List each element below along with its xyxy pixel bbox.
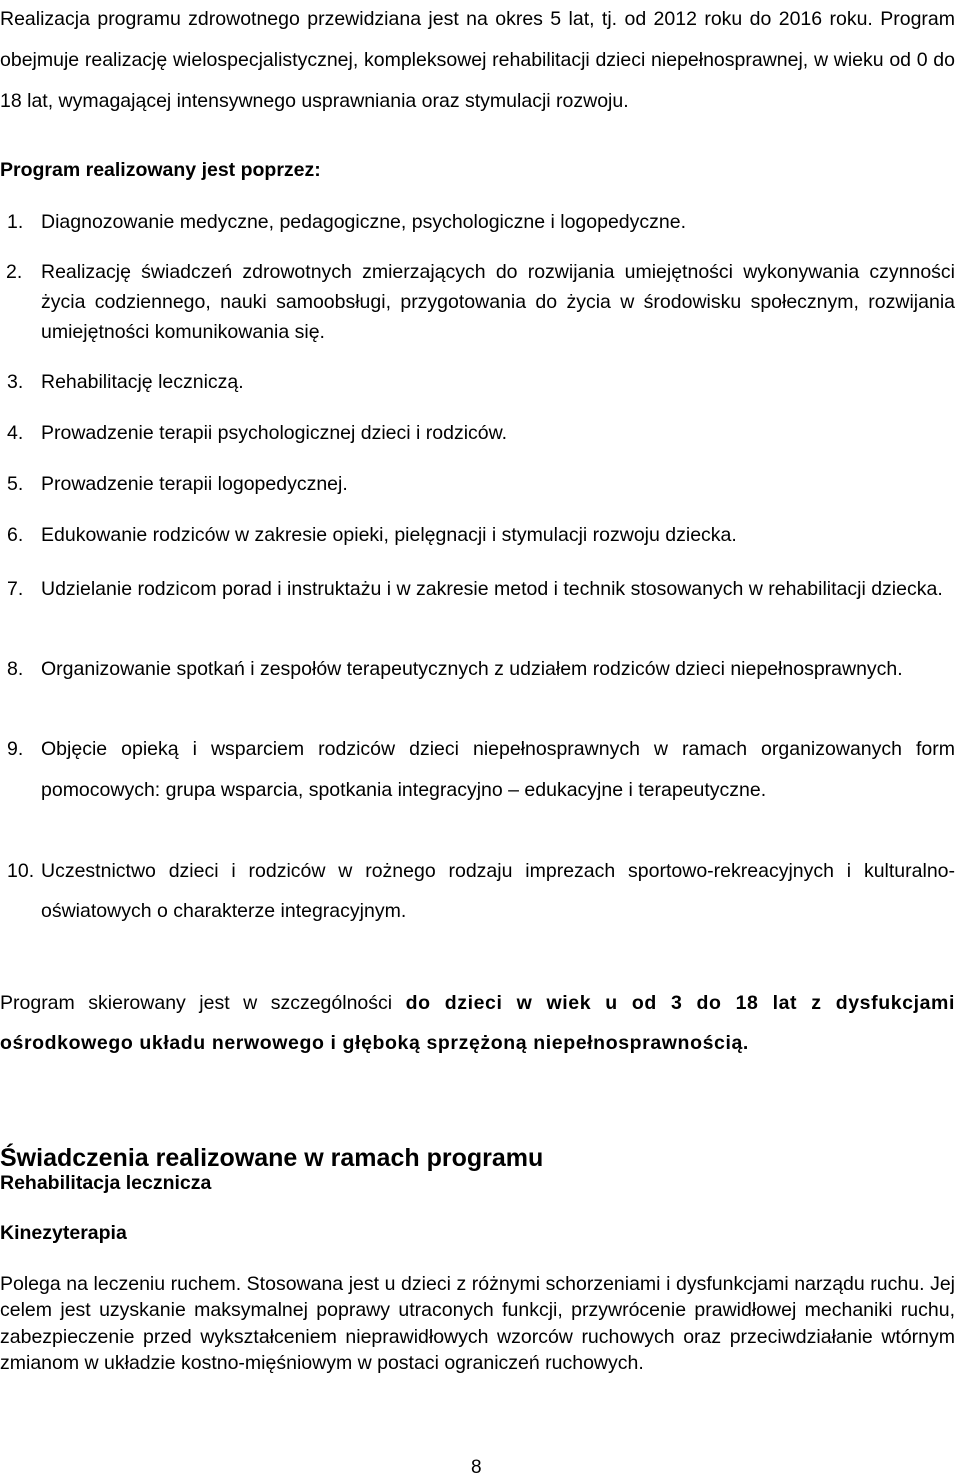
list-item-text: Objęcie opieką i wsparciem rodziców dzieci niepełnosprawnych w ramach organizowanych form pomocowych: grupa wsparcia, spotkania integracyjno – edukacyjne i terapeutyczne. <box>41 738 955 801</box>
list-item <box>0 419 955 447</box>
list-item <box>0 569 955 609</box>
list-item-number: 1. <box>7 211 24 233</box>
page-number: 8 <box>471 1457 482 1478</box>
target-group-lead: Program skierowany jest w szczególności <box>0 992 406 1014</box>
list-item-text: Uczestnictwo dzieci i rodziców w rożnego rodzaju imprezach sportowo-rekreacyjnych i kulturalno-oświatowych o charakterze integracyjnym. <box>41 860 955 922</box>
list-item-number: 7. <box>7 578 24 600</box>
section-title: Świadczenia realizowane w ramach programu <box>0 1144 544 1172</box>
list-item <box>0 257 955 347</box>
subsection-title: Rehabilitacja lecznicza <box>0 1172 212 1194</box>
kinezyterapia-title: Kinezyterapia <box>0 1222 127 1244</box>
list-item-number: 4. <box>7 422 24 444</box>
list-item-number: 2. <box>6 261 23 283</box>
kinezyterapia-paragraph: Polega na leczeniu ruchem. Stosowana jest u dzieci z różnymi schorzeniami i dysfunkcjami narządu ruchu. Jej celem jest uzyskanie maksymalnej poprawy utraconych funkcji, przywrócenie prawidłowej mechaniki ruchu, zabezpieczenie przed wykształceniem nieprawidłowych wzorców ruchowych oraz przeciwdziałanie wtórnym zmianom w układzie kostno-mięśniowym w postaci ograniczeń ruchowych. <box>0 1273 955 1374</box>
list-item <box>0 649 955 689</box>
list-item <box>0 521 955 549</box>
intro-paragraph: Realizacja programu zdrowotnego przewidziana jest na okres 5 lat, tj. od 2012 roku do 2016 roku. Program obejmuje realizację wielospecjalistycznej, kompleksowej rehabilitacji dzieci niepełnosprawnej, w wieku od 0 do 18 lat, wymagającej intensywnego usprawniania oraz stymulacji rozwoju. <box>0 8 955 112</box>
list-item-text: Edukowanie rodziców w zakresie opieki, pielęgnacji i stymulacji rozwoju dziecka. <box>41 524 737 546</box>
list-item-number: 5. <box>7 473 24 495</box>
list-item-text: Prowadzenie terapii logopedycznej. <box>41 473 348 495</box>
list-item <box>0 729 955 811</box>
list-item-number: 3. <box>7 371 24 393</box>
list-item-number: 6. <box>7 524 24 546</box>
target-group-paragraph <box>0 983 955 1063</box>
list-item-text: Udzielanie rodzicom porad i instruktażu i w zakresie metod i technik stosowanych w rehabilitacji dziecka. <box>41 578 943 600</box>
list-item-text: Prowadzenie terapii psychologicznej dzieci i rodziców. <box>41 422 508 444</box>
program-heading: Program realizowany jest poprzez: <box>0 159 321 181</box>
list-item-number: 8. <box>7 658 24 680</box>
list-item-number: 10. <box>7 860 35 882</box>
list-item <box>0 208 955 236</box>
list-item-text: Organizowanie spotkań i zespołów terapeutycznych z udziałem rodziców dzieci niepełnosprawnych. <box>41 658 903 680</box>
list-item-number: 9. <box>7 738 24 760</box>
list-item <box>0 470 955 498</box>
list-item-text: Diagnozowanie medyczne, pedagogiczne, psychologiczne i logopedyczne. <box>41 211 686 233</box>
target-group-emphasis: do dzieci w wiek u od 3 do 18 lat z dysfukcjami ośrodkowego układu nerwowego i głęboką sprzężoną niepełnosprawnością. <box>0 992 956 1054</box>
list-item-text: Realizację świadczeń zdrowotnych zmierzających do rozwijania umiejętności wykonywania czynności życia codziennego, nauki samoobsługi, przygotowania do życia w środowisku społecznym, rozwijania umiejętności komunikowania się. <box>41 261 955 343</box>
list-item <box>0 368 955 396</box>
list-item-text: Rehabilitację leczniczą. <box>41 371 244 393</box>
list-item <box>0 851 955 931</box>
